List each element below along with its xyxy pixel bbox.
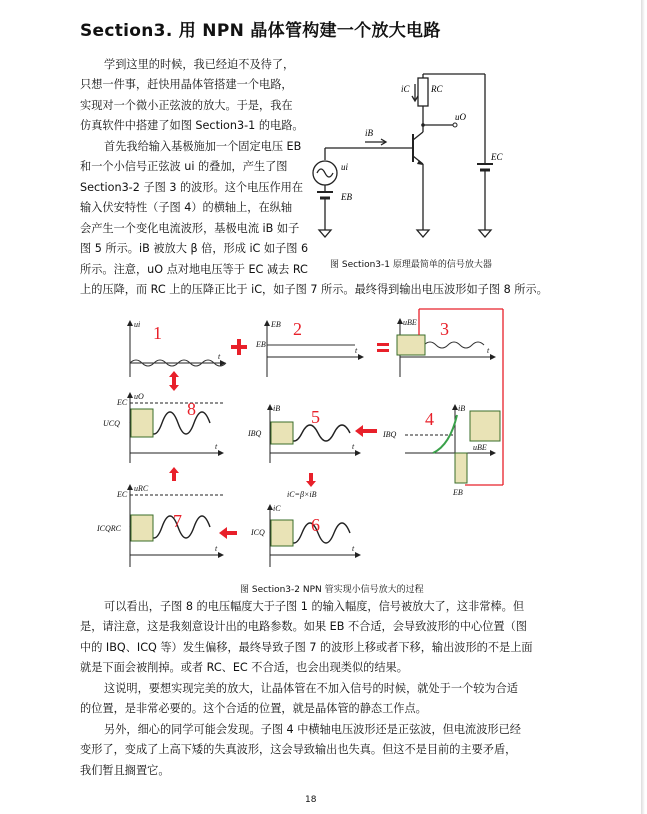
intro-line-9: 会产生一个变化电流波形，基极电流 iB 如子 xyxy=(80,222,300,235)
level-icq-rc: ICQRC xyxy=(97,524,121,533)
left-arrow-4-5 xyxy=(355,425,377,437)
intro-line-10: 图 5 所示。iB 被放大 β 倍，形成 iC 如子图 6 xyxy=(80,242,309,255)
body-line-9: 我们暂且搁置它。 xyxy=(80,764,170,777)
intro-line-5: 首先我给输入基极施加一个固定电压 EB xyxy=(104,140,302,153)
intro-line-11: 所示。注意，uO 点对地电压等于 EC 减去 RC xyxy=(80,263,308,276)
body-line-5: 这说明，要想实现完美的放大，让晶体管在不加入信号的时候，就处于一个较为合适 xyxy=(104,682,518,695)
label-ic: iC xyxy=(401,84,410,94)
level-ucq: UCQ xyxy=(103,419,120,428)
level-ec: EC xyxy=(117,398,128,407)
axis-ic-6: iC xyxy=(273,504,281,513)
left-arrow-6-7 xyxy=(219,527,237,539)
panel-number-4: 4 xyxy=(425,409,434,429)
axis-ui: ui xyxy=(134,320,141,329)
axis-uo: uO xyxy=(134,392,144,401)
page-edge xyxy=(641,0,645,814)
axis-ube-4: uBE xyxy=(473,443,487,452)
axis-t-7: t xyxy=(215,544,218,553)
level-eb: EB xyxy=(256,340,266,349)
axis-t-1: t xyxy=(218,352,221,361)
panel-number-3: 3 xyxy=(440,319,449,339)
label-ib: iB xyxy=(365,128,373,138)
label-ui: ui xyxy=(341,162,349,172)
beta-relation: iC=β×iB xyxy=(287,490,317,499)
intro-line-7: Section3-2 子图 3 的波形。这个电压作用在 xyxy=(80,181,304,194)
label-rc: RC xyxy=(431,84,443,94)
intro-line-2: 只想一件事，赶快用晶体管搭建一个电路， xyxy=(80,78,293,91)
page-number: 18 xyxy=(305,795,317,805)
label-uo: uO xyxy=(455,112,466,122)
axis-ube: uBE xyxy=(403,318,417,327)
intro-line-12: 上的压降，而 RC 上的压降正比于 iC，如子图 7 所示。最终得到输出电压波形如子图 8 所示。 xyxy=(80,283,548,296)
down-arrow-5-6 xyxy=(306,473,316,487)
panel-number-1: 1 xyxy=(153,323,162,343)
body-line-7: 另外，细心的同学可能会发现。子图 4 中横轴电压波形还是正弦波，但电流波形已经 xyxy=(104,723,521,736)
panel-number-8: 8 xyxy=(187,399,196,419)
fig2-caption: 图 Section3-2 NPN 管实现小信号放大的过程 xyxy=(240,585,424,595)
axis-eb: EB xyxy=(271,320,281,329)
equals-symbol xyxy=(377,343,389,352)
axis-t-5: t xyxy=(352,442,355,451)
amplification-process-figure xyxy=(97,305,515,580)
section-title: Section3. 用 NPN 晶体管构建一个放大电路 xyxy=(80,21,441,41)
body-line-2: 是，请注意，这是我刻意设计出的电路参数。如果 EB 不合适，会导致波形的中心位置（图 xyxy=(80,620,527,633)
axis-ib-4: iB xyxy=(458,404,466,413)
axis-t-2: t xyxy=(355,346,358,355)
label-eb: EB xyxy=(341,192,352,202)
level-ibq-4: IBQ xyxy=(383,430,397,439)
intro-line-8: 输入伏安特性（子图 4）的横轴上，在纵轴 xyxy=(80,201,293,214)
intro-line-6: 和一个小信号正弦波 ui 的叠加，产生了图 xyxy=(80,160,288,173)
body-line-1: 可以看出，子图 8 的电压幅度大于子图 1 的输入幅度，信号被放大了，这非常棒。但 xyxy=(104,600,525,613)
level-icq-6: ICQ xyxy=(251,528,265,537)
up-down-arrow xyxy=(169,371,179,391)
plus-symbol xyxy=(231,339,247,355)
axis-t-3: t xyxy=(487,346,490,355)
up-arrow-7-8 xyxy=(169,467,179,481)
input-characteristic-curve xyxy=(433,415,457,453)
body-line-3: 中的 IBQ、ICQ 等）发生偏移，最终导致子图 7 的波形上移或者下移，输出波形的不是上面 xyxy=(80,641,533,654)
panel-number-5: 5 xyxy=(311,407,320,427)
axis-t-6: t xyxy=(352,544,355,553)
axis-t-8: t xyxy=(215,442,218,451)
body-line-8: 变形了，变成了上高下矮的失真波形，这会导致输出也失真。但这不是目前的主要矛盾， xyxy=(80,743,517,756)
body-line-4: 就是下面会被削掉。或者 RC、EC 不合适，也会出现类似的结果。 xyxy=(80,661,408,674)
level-eb-4: EB xyxy=(453,488,463,497)
level-ec-7: EC xyxy=(117,490,128,499)
intro-line-3: 实现对一个微小正弦波的放大。于是，我在 xyxy=(80,99,293,112)
panel-number-6: 6 xyxy=(311,515,320,535)
label-ec: EC xyxy=(491,152,503,162)
panel-number-7: 7 xyxy=(173,511,182,531)
level-ibq-5: IBQ xyxy=(248,429,262,438)
body-line-6: 的位置，是非常必要的。这个合适的位置，就是晶体管的静态工作点。 xyxy=(80,702,427,715)
axis-urc: uRC xyxy=(134,484,149,493)
intro-line-4: 仿真软件中搭建了如图 Section3-1 的电路。 xyxy=(80,119,304,132)
amplifier-circuit-diagram xyxy=(305,70,535,250)
intro-line-1: 学到这里的时候，我已经迫不及待了， xyxy=(104,58,295,71)
axis-ib-5: iB xyxy=(273,404,281,413)
panel-number-2: 2 xyxy=(293,319,302,339)
fig1-caption: 图 Section3-1 原理最简单的信号放大器 xyxy=(330,260,492,270)
